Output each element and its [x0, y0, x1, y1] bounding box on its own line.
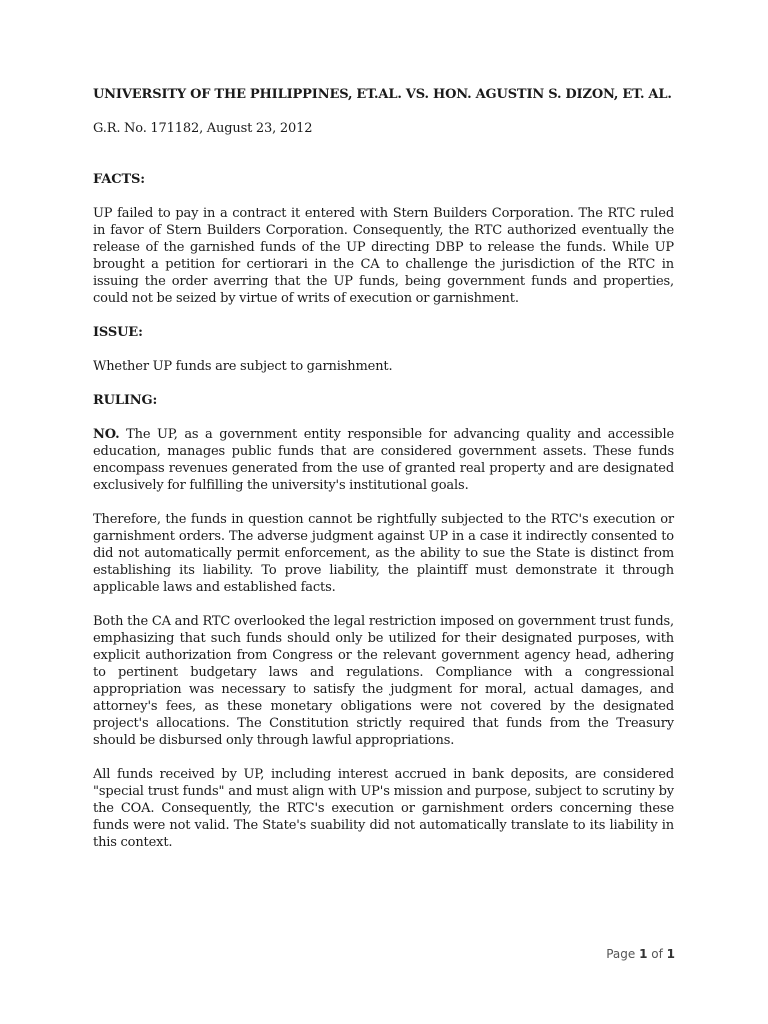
- ruling-paragraph-1: [93, 426, 674, 494]
- page-label: Page: [606, 947, 640, 961]
- page-current: 1: [639, 947, 648, 961]
- page-of: of: [647, 947, 667, 961]
- case-reference: G.R. No. 171182, August 23, 2012: [93, 121, 313, 136]
- facts-paragraph: UP failed to pay in a contract it entered with Stern Builders Corporation. The RTC ruled in favor of Stern Builders Corporation. Consequently, the RTC authorized eventually the release of the garnished funds of the UP directing DBP to release the funds. While UP brought a petition for certiorari in the CA to challenge the jurisdiction of the RTC in issuing the order averring that the UP funds, being government funds and properties, could not be seized by virtue of writs of execution or garnishment.: [93, 206, 674, 306]
- page-total: 1: [666, 947, 675, 961]
- page-number: [606, 947, 675, 961]
- ruling-paragraph-3: Both the CA and RTC overlooked the legal restriction imposed on government trust funds, emphasizing that such funds should only be utilized for their designated purposes, with explicit authorization from Congress or the relevant government agency head, adhering to pertinent budgetary laws and regulations. Compliance with a congressional appropriation was necessary to satisfy the judgment for moral, actual damages, and attorney's fees, as these monetary obligations were not covered by the designated project's allocations. The Constitution strictly required that funds from the Treasury should be disbursed only through lawful appropriations.: [93, 614, 674, 748]
- document-body: [93, 86, 674, 868]
- document-title: UNIVERSITY OF THE PHILIPPINES, ET.AL. VS. HON. AGUSTIN S. DIZON, ET. AL.: [93, 87, 672, 102]
- ruling-heading: RULING:: [93, 393, 158, 408]
- ruling-paragraph-2: Therefore, the funds in question cannot be rightfully subjected to the RTC's execution or garnishment orders. The adverse judgment against UP in a case it indirectly consented to did not automatically permit enforcement, as the ability to sue the State is distinct from establishing its liability. To prove liability, the plaintiff must demonstrate it through applicable laws and established facts.: [93, 512, 674, 595]
- facts-heading: FACTS:: [93, 172, 145, 187]
- ruling-paragraph-1-text: The UP, as a government entity responsible for advancing quality and accessible education, manages public funds that are considered government assets. These funds encompass revenues generated from the use of granted real property and are designated exclusively for fulfilling the university's institutional goals.: [93, 427, 674, 493]
- ruling-paragraph-4: All funds received by UP, including interest accrued in bank deposits, are considered "special trust funds" and must align with UP's mission and purpose, subject to scrutiny by the COA. Consequently, the RTC's execution or garnishment orders concerning these funds were not valid. The State's suability did not automatically translate to its liability in this context.: [93, 767, 674, 850]
- ruling-answer: NO.: [93, 427, 120, 442]
- issue-heading: ISSUE:: [93, 325, 143, 340]
- issue-paragraph: Whether UP funds are subject to garnishment.: [93, 359, 393, 374]
